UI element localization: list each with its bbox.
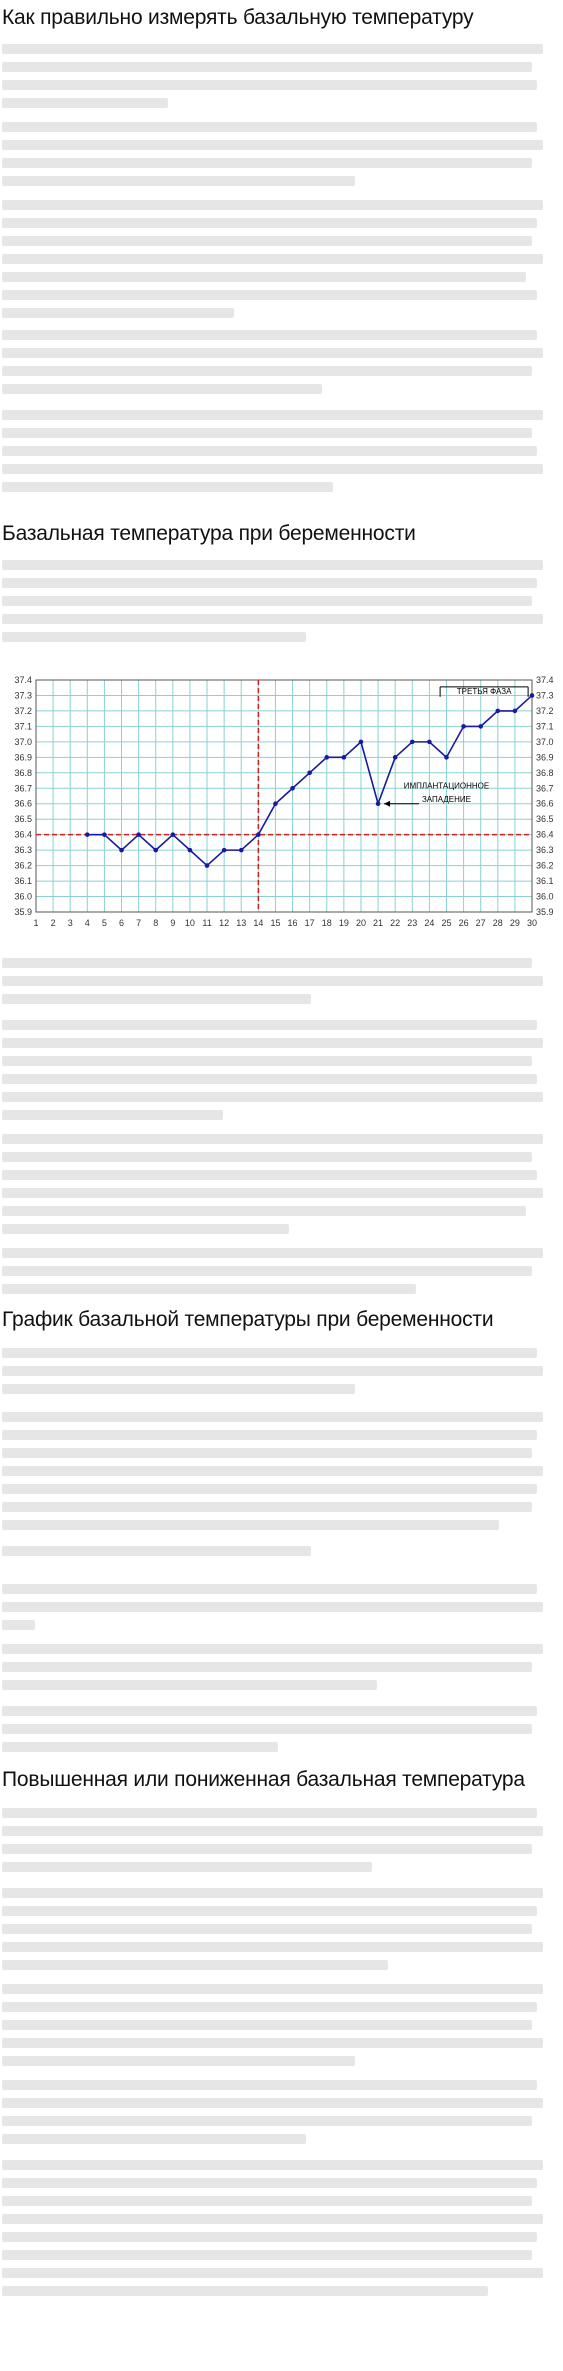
paragraph-both-phases xyxy=(2,2080,554,2144)
x-tick-label: 4 xyxy=(84,918,90,928)
x-tick-label: 23 xyxy=(407,918,418,928)
x-tick-label: 20 xyxy=(355,918,366,928)
data-point xyxy=(290,786,295,791)
paragraph-pregnancy-intro xyxy=(2,560,554,642)
y-tick-label-left: 35.9 xyxy=(14,907,32,917)
y-tick-label-right: 36.0 xyxy=(536,891,554,902)
y-tick-label-right: 37.0 xyxy=(536,736,554,747)
y-tick-label-left: 36.6 xyxy=(14,798,32,809)
data-point xyxy=(530,693,535,698)
x-tick-label: 25 xyxy=(441,918,452,928)
y-tick-label-right: 37.2 xyxy=(536,705,554,716)
y-tick-label-left: 37.3 xyxy=(14,690,32,701)
x-tick-label: 10 xyxy=(184,918,195,928)
y-tick-label-right: 36.8 xyxy=(536,767,554,778)
data-point xyxy=(239,848,244,853)
data-point xyxy=(342,755,347,760)
x-tick-label: 24 xyxy=(424,918,435,928)
y-tick-label-left: 36.1 xyxy=(14,876,32,887)
paragraph-ideal-chart xyxy=(2,1808,554,1872)
y-tick-label-left: 36.2 xyxy=(14,860,32,871)
x-tick-label: 16 xyxy=(287,918,298,928)
paragraph-third-phase xyxy=(2,1584,554,1630)
paragraph-body-temperature xyxy=(2,410,554,492)
paragraph-missed-days xyxy=(2,1644,554,1690)
data-point xyxy=(273,801,278,806)
data-point xyxy=(171,832,176,837)
y-tick-label-right: 37.3 xyxy=(536,690,554,701)
y-tick-label-left: 37.0 xyxy=(14,736,32,747)
section-heading-chart-pregnancy: График базальной температуры при беременности xyxy=(2,1308,494,1331)
x-tick-label: 30 xyxy=(526,918,538,928)
paragraph-method xyxy=(2,122,554,186)
paragraph-first-phase-norm xyxy=(2,1984,554,2066)
data-point xyxy=(188,848,193,853)
x-tick-label: 15 xyxy=(270,918,281,928)
paragraph-intro xyxy=(2,44,554,108)
x-tick-label: 28 xyxy=(492,918,503,928)
x-tick-label: 18 xyxy=(321,918,332,928)
paragraph-chart-signs xyxy=(2,1348,554,1394)
y-tick-label-left: 37.4 xyxy=(14,675,32,685)
paragraph-chart-notes xyxy=(2,200,554,318)
basal-temperature-chart xyxy=(10,672,558,940)
y-tick-label-left: 37.2 xyxy=(14,705,32,716)
annotation-dip: ЗАПАДЕНИЕ xyxy=(421,795,472,805)
data-point xyxy=(461,724,466,729)
data-point xyxy=(102,832,107,837)
paragraph-high-bt xyxy=(2,1134,554,1234)
y-tick-label-right: 37.1 xyxy=(536,721,554,732)
x-tick-label: 14 xyxy=(253,918,264,928)
paragraph-wakeup xyxy=(2,330,554,394)
y-tick-label-right: 36.1 xyxy=(536,876,554,887)
data-point xyxy=(136,832,141,837)
section-heading-high-low: Повышенная или пониженная базальная температура xyxy=(2,1768,525,1791)
data-point xyxy=(495,709,500,714)
y-tick-label-left: 37.1 xyxy=(14,721,32,732)
data-point xyxy=(85,832,90,837)
x-tick-label: 11 xyxy=(202,918,212,928)
data-point xyxy=(376,801,381,806)
data-point xyxy=(393,755,398,760)
x-tick-label: 6 xyxy=(119,918,125,928)
annotation-implantation: ИМПЛАНТАЦИОННОЕ xyxy=(403,781,490,791)
y-tick-label-right: 37.4 xyxy=(536,675,554,685)
y-tick-label-left: 36.8 xyxy=(14,767,32,778)
y-tick-label-right: 36.2 xyxy=(536,860,554,871)
y-tick-label-left: 36.5 xyxy=(14,814,32,825)
x-tick-label: 7 xyxy=(136,918,142,928)
y-tick-label-right: 36.5 xyxy=(536,814,554,825)
data-point xyxy=(222,848,227,853)
x-tick-label: 5 xyxy=(101,918,107,928)
x-tick-label: 22 xyxy=(390,918,401,928)
section-heading-pregnancy: Базальная температура при беременности xyxy=(2,522,416,545)
data-point xyxy=(478,724,483,729)
annotation-third-phase: ТРЕТЬЯ ФАЗА xyxy=(456,686,512,696)
paragraph-conclusion xyxy=(2,2160,554,2296)
y-tick-label-right: 36.6 xyxy=(536,798,554,809)
chart-svg xyxy=(10,672,558,940)
data-point xyxy=(444,755,449,760)
data-point xyxy=(205,863,210,868)
paragraph-stop-measuring xyxy=(2,958,554,1004)
y-tick-label-left: 36.3 xyxy=(14,845,32,856)
data-point xyxy=(119,848,124,853)
data-point xyxy=(324,755,329,760)
x-tick-label: 2 xyxy=(50,918,56,928)
paragraph-after-weeks xyxy=(2,1248,554,1294)
paragraph-onset xyxy=(2,1020,554,1120)
data-point xyxy=(256,832,261,837)
y-tick-label-left: 36.0 xyxy=(14,891,32,902)
x-tick-label: 1 xyxy=(33,918,39,928)
y-tick-label-left: 36.7 xyxy=(14,783,32,794)
x-tick-label: 9 xyxy=(170,918,176,928)
data-point xyxy=(410,740,415,745)
data-point xyxy=(513,709,518,714)
x-tick-label: 3 xyxy=(67,918,73,928)
x-tick-label: 17 xyxy=(304,918,315,928)
article-title: Как правильно измерять базальную температуру xyxy=(2,6,474,29)
x-tick-label: 13 xyxy=(236,918,247,928)
data-point xyxy=(427,740,432,745)
y-tick-label-left: 36.9 xyxy=(14,752,32,763)
y-tick-label-right: 36.3 xyxy=(536,845,554,856)
paragraph-classic-chart xyxy=(2,1706,554,1752)
paragraph-second-phase-norm xyxy=(2,1888,554,1970)
data-point xyxy=(359,740,364,745)
y-tick-label-right: 36.7 xyxy=(536,783,554,794)
paragraph-second-phase xyxy=(2,1546,554,1556)
data-point xyxy=(153,848,158,853)
x-tick-label: 29 xyxy=(509,918,520,928)
paragraph-implantation xyxy=(2,1412,554,1530)
x-tick-label: 26 xyxy=(458,918,469,928)
x-tick-label: 8 xyxy=(153,918,159,928)
data-point xyxy=(307,771,312,776)
y-tick-label-right: 35.9 xyxy=(536,907,554,917)
y-tick-label-right: 36.4 xyxy=(536,829,554,840)
y-tick-label-left: 36.4 xyxy=(14,829,32,840)
x-tick-label: 27 xyxy=(475,918,486,928)
x-tick-label: 19 xyxy=(338,918,349,928)
x-tick-label: 12 xyxy=(219,918,230,928)
y-tick-label-right: 36.9 xyxy=(536,752,554,763)
x-tick-label: 21 xyxy=(373,918,384,928)
